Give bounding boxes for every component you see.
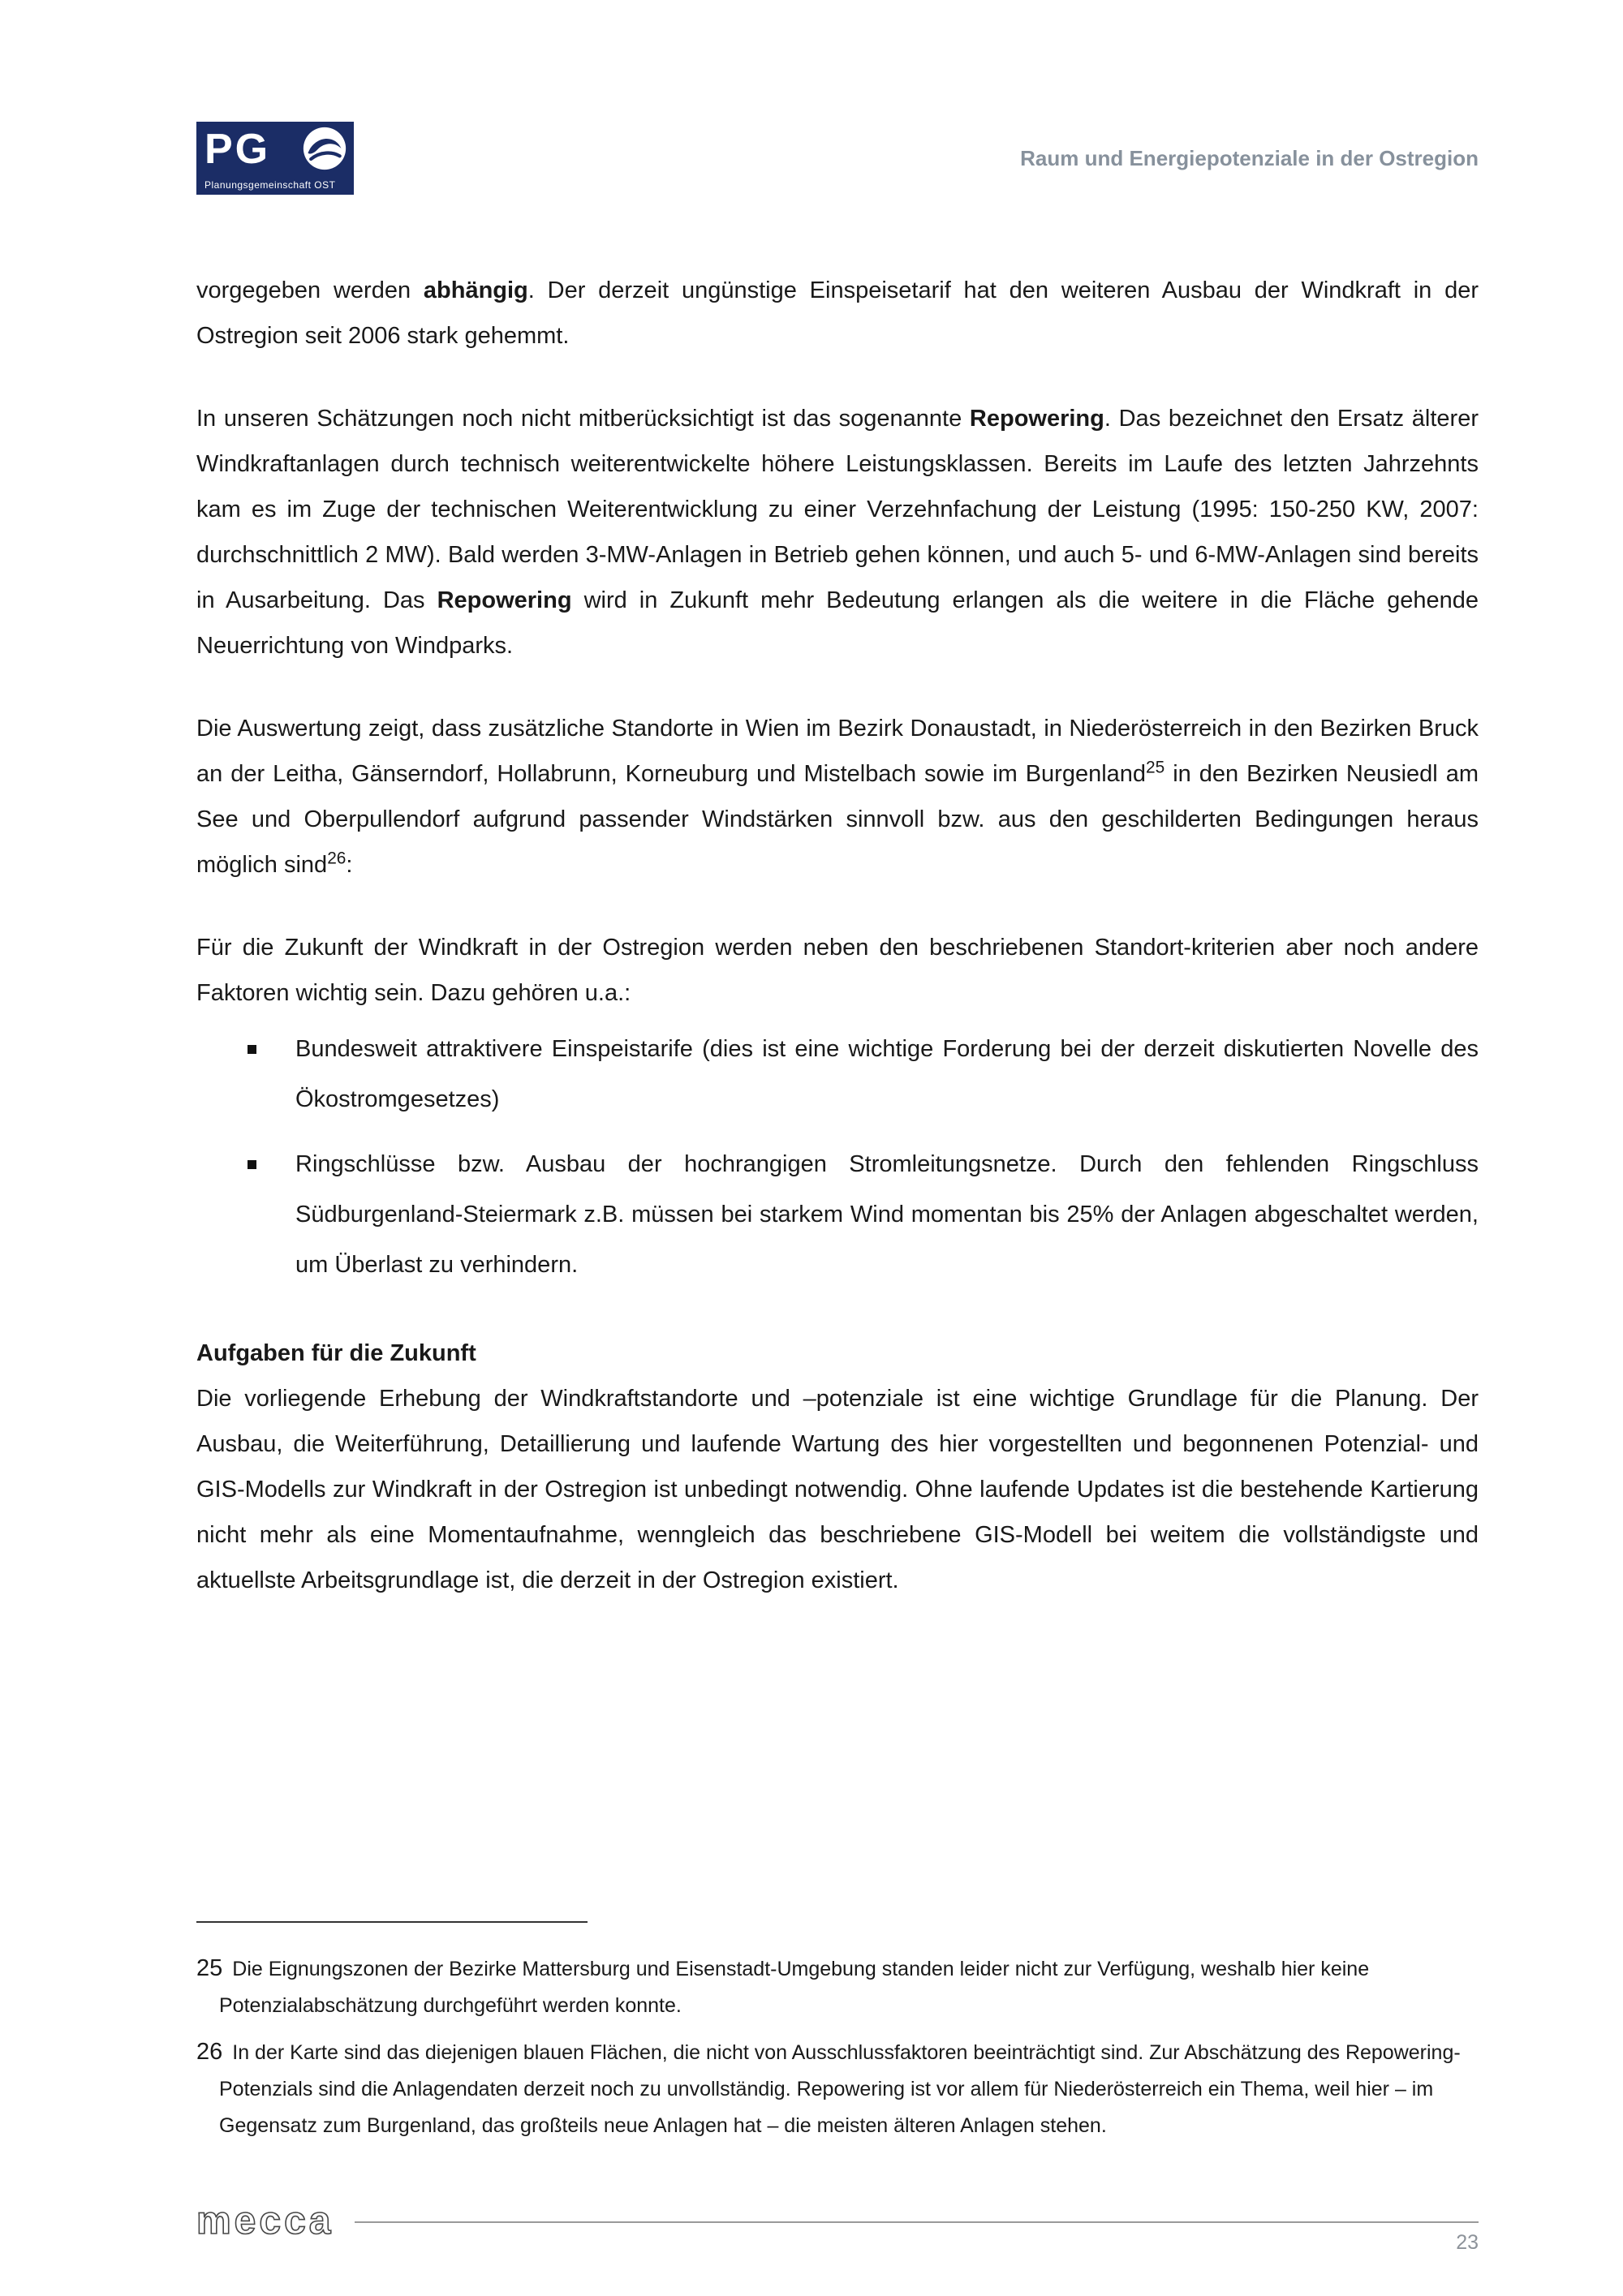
footnote-ref-25: 25 bbox=[1146, 758, 1165, 777]
page-number: 23 bbox=[1456, 2231, 1479, 2254]
page-header bbox=[196, 122, 1479, 195]
pgo-logo-globe-icon bbox=[302, 126, 347, 171]
square-bullet-icon bbox=[248, 1045, 256, 1054]
factor-bullet-list bbox=[196, 1024, 1479, 1290]
footnote-25 bbox=[196, 1950, 1479, 2024]
pgo-logo-letters: PG bbox=[204, 126, 271, 173]
square-bullet-icon bbox=[248, 1160, 256, 1169]
footnote-26 bbox=[196, 2034, 1479, 2144]
mecca-logo: mecca bbox=[196, 2199, 355, 2243]
text-run: . Das bezeichnet den Ersatz älterer Windkraftanlagen durch technisch weiterentwickelte höhere Leistungsklassen. Bereits im Laufe des letzten Jahrzehnts kam es im Zuge der technischen Weiterentwicklung zu einer Verzehnfachung der Leistung (1995: 150-250 KW, 2007: durchschnittlich 2 MW). Bald werden 3-MW-Anlagen in Betrieb gehen können, und auch 5- und 6-MW-Anlagen sind bereits in Ausarbeitung. Das bbox=[196, 406, 1479, 613]
text-run: vorgegeben werden bbox=[196, 277, 424, 303]
text-run: wird in Zukunft mehr Bedeutung erlangen als die weitere in die Fläche gehende Neuerrichtung von Windparks. bbox=[196, 587, 1479, 659]
footnote-text: Die Eignungszonen der Bezirke Mattersburg und Eisenstadt-Umgebung standen leider nicht zur Verfügung, weshalb hier keine Potenzialabschätzung durchgeführt werden konnte. bbox=[219, 1958, 1370, 2017]
running-header-title: Raum und Energiepotenziale in der Ostregion bbox=[1020, 145, 1479, 170]
paragraph-4: Für die Zukunft der Windkraft in der Ostregion werden neben den beschriebenen Standort-kriterien aber noch andere Faktoren wichtig sein. Dazu gehören u.a.: bbox=[196, 935, 1479, 1006]
pgo-logo bbox=[196, 122, 354, 195]
paragraph-3 bbox=[196, 706, 1479, 888]
list-item-text: Ringschlüsse bzw. Ausbau der hochrangigen Stromleitungsnetze. Durch den fehlenden Ringschluss Südburgenland-Steiermark z.B. müssen bei starkem Wind momentan bis 25% der Anlagen abgeschaltet werden, um Überlast zu verhindern. bbox=[295, 1151, 1479, 1278]
section-heading: Aufgaben für die Zukunft bbox=[196, 1340, 476, 1366]
list-item-text: Bundesweit attraktivere Einspeistarife (dies ist eine wichtige Forderung bei der derzeit diskutierten Novelle des Ökostromgesetzes) bbox=[295, 1036, 1479, 1112]
paragraph-1 bbox=[196, 268, 1479, 359]
footnote-divider bbox=[196, 1921, 588, 1923]
page-content bbox=[196, 268, 1479, 1640]
bold-run: Repowering bbox=[969, 406, 1104, 432]
footnote-section bbox=[196, 1921, 1479, 2154]
pgo-logo-caption: Planungsgemeinschaft OST bbox=[204, 179, 336, 191]
footnote-text: In der Karte sind das diejenigen blauen Flächen, die nicht von Ausschlussfaktoren beeinträchtigt sind. Zur Abschätzung des Repowering-Potenzials sind die Anlagendaten derzeit noch zu unvollständig. Repowering ist vor allem für Niederösterreich ein Thema, weil hier – im Gegensatz zum Burgenland, das großteils neue Anlagen hat – die meisten älteren Anlagen stehen. bbox=[219, 2041, 1461, 2137]
footer-divider bbox=[196, 2221, 1479, 2223]
footnote-marker: 25 bbox=[196, 1955, 223, 1981]
bold-run: Repowering bbox=[437, 587, 572, 613]
text-run: in den Bezirken Neusiedl am See und Oberpullendorf aufgrund passender Windstärken sinnvoll bzw. aus den geschilderten Bedingungen heraus möglich sind bbox=[196, 761, 1479, 878]
text-run: In unseren Schätzungen noch nicht mitberücksichtigt ist das sogenannte bbox=[196, 406, 970, 432]
text-run: Die Auswertung zeigt, dass zusätzliche Standorte in Wien im Bezirk Donaustadt, in Niederösterreich in den Bezirken Bruck an der Leitha, Gänserndorf, Hollabrunn, Korneuburg und Mistelbach sowie im Burgenland bbox=[196, 716, 1479, 787]
paragraph-2 bbox=[196, 396, 1479, 669]
list-item bbox=[196, 1139, 1479, 1290]
text-run: . Der derzeit ungünstige Einspeisetarif hat den weiteren Ausbau der Windkraft in der Ostregion seit 2006 stark gehemmt. bbox=[196, 277, 1479, 349]
bold-run: abhängig bbox=[423, 277, 528, 303]
page-footer bbox=[196, 2199, 1479, 2280]
paragraph-5: Die vorliegende Erhebung der Windkraftstandorte und –potenziale ist eine wichtige Grundlage für die Planung. Der Ausbau, die Weiterführung, Detaillierung und laufende Wartung des hier vorgestellten und begonnenen Potenzial- und GIS-Modells zur Windkraft in der Ostregion ist unbedingt notwendig. Ohne laufende Updates ist die bestehende Kartierung nicht mehr als eine Momentaufnahme, wenngleich das beschriebene GIS-Modell bei weitem die vollständigste und aktuellste Arbeitsgrundlage ist, die derzeit in der Ostregion existiert. bbox=[196, 1386, 1479, 1593]
footnote-marker: 26 bbox=[196, 2039, 223, 2065]
list-item bbox=[196, 1024, 1479, 1124]
text-run: : bbox=[346, 852, 353, 878]
footnote-ref-26: 26 bbox=[327, 849, 347, 868]
